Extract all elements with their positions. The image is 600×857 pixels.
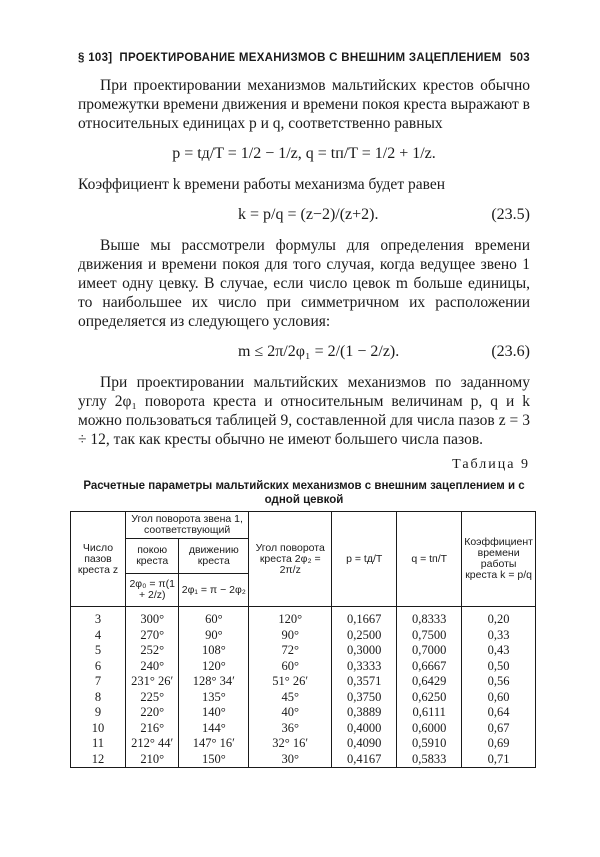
cell-z: 6	[71, 659, 126, 675]
section-ref: § 103]	[78, 52, 113, 64]
cell-motion-angle: 147° 16′	[179, 736, 249, 752]
cell-q: 0,6429	[397, 674, 462, 690]
cell-k: 0,50	[462, 659, 536, 675]
cell-k: 0,56	[462, 674, 536, 690]
table-row	[71, 643, 536, 659]
paragraph-2: Коэффициент k времени работы механизма будет равен	[78, 176, 445, 193]
cell-motion-angle: 140°	[179, 705, 249, 721]
running-header	[78, 52, 530, 64]
formula-pq: p = tд/T = 1/2 − 1/z, q = tп/T = 1/2 + 1/z.	[172, 145, 436, 162]
cell-q: 0,6250	[397, 690, 462, 706]
cell-cross-angle: 60°	[249, 659, 332, 675]
paragraph-1: При проектировании механизмов мальтийских крестов обычно промежутки времени движения и времени покоя креста выражают в относительных единицах p и q, соответственно равных	[78, 77, 530, 132]
cell-z: 5	[71, 643, 126, 659]
cell-k: 0,69	[462, 736, 536, 752]
cell-z: 8	[71, 690, 126, 706]
cell-z: 7	[71, 674, 126, 690]
header-motion-formula: 2φ₁ = π − 2φ₂	[179, 574, 249, 607]
cell-p: 0,4090	[332, 736, 397, 752]
cell-rest-angle: 212° 44′	[126, 736, 179, 752]
cell-motion-angle: 60°	[179, 607, 249, 628]
cell-motion-angle: 90°	[179, 628, 249, 644]
table-row	[71, 690, 536, 706]
cell-rest-angle: 270°	[126, 628, 179, 644]
cell-rest-angle: 300°	[126, 607, 179, 628]
header-p: p = tд/T	[332, 512, 397, 607]
table-row	[71, 705, 536, 721]
page-number: 503	[509, 52, 530, 64]
cell-rest-angle: 252°	[126, 643, 179, 659]
header-rest-formula: 2φ₀ = π(1 + 2/z)	[126, 574, 179, 607]
equation-number: (23.5)	[491, 206, 530, 223]
cell-motion-angle: 128° 34′	[179, 674, 249, 690]
header-rest: покою креста	[126, 539, 179, 574]
paragraph-4: При проектировании мальтийских механизмов по заданному углу 2φ₁ поворота креста и относительным величинам p, q и k можно пользоваться таблицей 9, составленной для числа пазов z = 3 ÷ 12, так как кресты обычно не имеют большего числа пазов.	[78, 374, 530, 448]
table-row	[71, 721, 536, 737]
cell-k: 0,33	[462, 628, 536, 644]
cell-q: 0,5833	[397, 752, 462, 768]
header-title: ПРОЕКТИРОВАНИЕ МЕХАНИЗМОВ С ВНЕШНИМ ЗАЦЕПЛЕНИЕМ	[119, 52, 502, 64]
cell-q: 0,7500	[397, 628, 462, 644]
cell-p: 0,3333	[332, 659, 397, 675]
cell-q: 0,6111	[397, 705, 462, 721]
cell-q: 0,7000	[397, 643, 462, 659]
cell-motion-angle: 108°	[179, 643, 249, 659]
cell-rest-angle: 231° 26′	[126, 674, 179, 690]
cell-k: 0,67	[462, 721, 536, 737]
cell-z: 4	[71, 628, 126, 644]
equation-number: (23.6)	[491, 343, 530, 360]
cell-k: 0,60	[462, 690, 536, 706]
cell-motion-angle: 135°	[179, 690, 249, 706]
cell-cross-angle: 40°	[249, 705, 332, 721]
cell-p: 0,3571	[332, 674, 397, 690]
data-table	[70, 511, 536, 768]
table-row	[71, 659, 536, 675]
header-q: q = tп/T	[397, 512, 462, 607]
cell-k: 0,43	[462, 643, 536, 659]
table-row	[71, 628, 536, 644]
table-row	[71, 607, 536, 628]
header-cross-angle: Угол поворота креста 2φ₂ = 2π/z	[249, 512, 332, 607]
paragraph-3: Выше мы рассмотрели формулы для определения времени движения и времени покоя для того случая, когда ведущее звено 1 имеет одну цевку. В случае, если число цевок m больше единицы, то наибольшее их число при симметричном их расположении определяется из следующего условия:	[78, 237, 530, 330]
table-row	[71, 736, 536, 752]
cell-k: 0,64	[462, 705, 536, 721]
table-title: Расчетные параметры мальтийских механизмов с внешним зацеплением и с одной цевкой	[83, 480, 525, 506]
cell-cross-angle: 120°	[249, 607, 332, 628]
cell-cross-angle: 72°	[249, 643, 332, 659]
table-row	[71, 752, 536, 768]
cell-p: 0,4167	[332, 752, 397, 768]
cell-k: 0,20	[462, 607, 536, 628]
header-k: Коэффициент времени работы креста k = p/q	[462, 512, 536, 607]
table-caption: Таблица 9	[452, 457, 530, 472]
cell-p: 0,4000	[332, 721, 397, 737]
cell-p: 0,3750	[332, 690, 397, 706]
cell-motion-angle: 120°	[179, 659, 249, 675]
cell-q: 0,6000	[397, 721, 462, 737]
cell-z: 3	[71, 607, 126, 628]
cell-cross-angle: 32° 16′	[249, 736, 332, 752]
table-row	[71, 674, 536, 690]
formula-k-row	[78, 204, 530, 226]
cell-p: 0,2500	[332, 628, 397, 644]
cell-rest-angle: 220°	[126, 705, 179, 721]
cell-p: 0,1667	[332, 607, 397, 628]
cell-k: 0,71	[462, 752, 536, 768]
cell-z: 11	[71, 736, 126, 752]
cell-q: 0,8333	[397, 607, 462, 628]
formula-m-row	[78, 341, 530, 363]
cell-z: 9	[71, 705, 126, 721]
cell-z: 10	[71, 721, 126, 737]
header-angle-group: Угол поворота звена 1, соответствующий	[126, 512, 249, 539]
formula-m: m ≤ 2π/2φ₁ = 2/(1 − 2/z).	[238, 343, 400, 360]
cell-cross-angle: 45°	[249, 690, 332, 706]
cell-p: 0,3000	[332, 643, 397, 659]
formula-k: k = p/q = (z−2)/(z+2).	[238, 206, 379, 223]
cell-rest-angle: 240°	[126, 659, 179, 675]
cell-rest-angle: 210°	[126, 752, 179, 768]
header-z: Число пазов креста z	[71, 512, 126, 607]
cell-cross-angle: 36°	[249, 721, 332, 737]
cell-rest-angle: 216°	[126, 721, 179, 737]
cell-cross-angle: 90°	[249, 628, 332, 644]
cell-motion-angle: 144°	[179, 721, 249, 737]
cell-z: 12	[71, 752, 126, 768]
header-motion: движению креста	[179, 539, 249, 574]
cell-q: 0,6667	[397, 659, 462, 675]
cell-motion-angle: 150°	[179, 752, 249, 768]
cell-cross-angle: 51° 26′	[249, 674, 332, 690]
cell-rest-angle: 225°	[126, 690, 179, 706]
cell-cross-angle: 30°	[249, 752, 332, 768]
cell-p: 0,3889	[332, 705, 397, 721]
cell-q: 0,5910	[397, 736, 462, 752]
